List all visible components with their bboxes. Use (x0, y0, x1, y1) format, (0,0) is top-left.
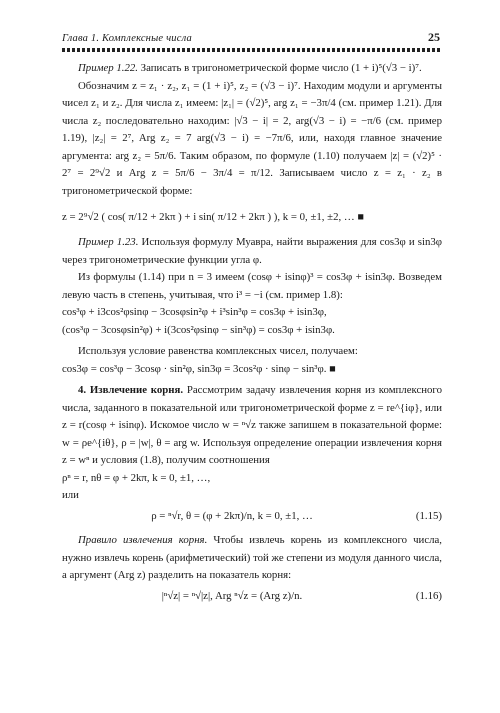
example-1-23-title: Пример 1.23. (78, 236, 139, 248)
section-4-or: или (62, 489, 79, 501)
page-body (62, 60, 442, 608)
equation-1-15 (62, 508, 442, 526)
example-1-23-conclusion: Используя условие равенства комплексных чисел, получаем: (78, 345, 358, 357)
example-1-22-solution: Обозначим z = z₁ · z₂, z₁ = (1 + i)⁵, z₂ = (√3 − i)⁷. Находим модули и аргументы чисел z₁ и z₂. Для числа z₁ имеем: |z₁| = (√2)⁵, arg z₁ = −3π/4 (см. пример 1.21). Для числа z₂ последовательно находим: |√3 − i| = 2, arg(√3 − i) = −π/6 (см. пример 1.19), |z₂| = 2⁷, Arg z₂ = 7 arg(√3 − i) = −7π/6, или, находя главное значение аргумента: arg z₂ = 5π/6. Таким образом, по формуле (1.10) получаем |z| = (√2)⁵ · 2⁷ = 2⁹√2 и Arg z = 5π/6 − 3π/4 = π/12. Записываем число z = z₁ · z₂ в тригонометрической форме: (62, 79, 442, 197)
page-number: 25 (428, 30, 440, 44)
example-1-22-statement: Записать в тригонометрической форме число (1 + i)⁵(√3 − i)⁷. (140, 62, 422, 74)
example-1-23-statement: Используя формулу Муавра, найти выражения для cos3φ и sin3φ через тригонометрические функции угла φ. (62, 236, 442, 266)
example-1-23-task (62, 234, 442, 269)
equation-1-15-number: (1.15) (415, 509, 442, 522)
example-1-23-formula-2: (cos³φ − 3cosφsin²φ) + i(3cos²φsinφ − sin³φ) = cos3φ + isin3φ. (62, 323, 335, 336)
example-1-22-task (62, 60, 442, 78)
header-rule (62, 48, 440, 52)
example-1-23-solution: Из формулы (1.14) при n = 3 имеем (cosφ + isinφ)³ = cos3φ + isin3φ. Возведем левую часть в степень, учитывая, что i³ = −i (см. пример 1.8): (62, 271, 442, 301)
equation-1-16-number: (1.16) (415, 589, 442, 602)
section-4-paragraph (62, 382, 442, 470)
example-1-23-formula-1: cos³φ + i3cos²φsinφ − 3cosφsin²φ + i³sin³φ = cos3φ + isin3φ, (62, 306, 327, 318)
example-1-22-title: Пример 1.22. (78, 62, 138, 74)
section-4-formula-1: ρⁿ = r, nθ = φ + 2kπ, k = 0, ±1, …, (62, 471, 211, 484)
example-1-23-formula-3: cos3φ = cos³φ − 3cosφ · sin²φ, sin3φ = 3cos²φ · sinφ − sin³φ. ■ (62, 362, 336, 375)
section-4-title: 4. Извлечение корня. (78, 384, 184, 396)
root-rule-paragraph (62, 532, 442, 585)
chapter-title: Глава 1. Комплексные числа (62, 33, 192, 44)
example-1-22-formula: z = 2⁹√2 ( cos( π/12 + 2kπ ) + i sin( π/12 + 2kπ ) ), k = 0, ±1, ±2, … ■ (62, 211, 364, 223)
root-rule-text: Чтобы извлечь корень из комплексного числа, нужно извлечь корень (арифметический) той же степени из модуля данного числа, а аргумент (Arg z) разделить на показатель корня: (62, 534, 443, 581)
root-rule-title: Правило извлечения корня. (78, 534, 208, 546)
running-header (62, 30, 440, 48)
equation-1-16-body: |ⁿ√z| = ⁿ√|z|, Arg ⁿ√z = (Arg z)/n. (161, 589, 303, 602)
section-4-text: Рассмотрим задачу извлечения корня из комплексного числа, заданного в показательной или тригонометрической форме z = re^{iφ}, или z = r(cosφ + isinφ). Искомое число w = ⁿ√z также запишем в показательной форме: w = ρe^{iθ}, ρ = |w|, θ = arg w. Используя определение операции извлечения корня z = wⁿ и условия (1.8), получим соотношения (62, 384, 442, 466)
equation-1-15-body: ρ = ⁿ√r, θ = (φ + 2kπ)/n, k = 0, ±1, … (151, 509, 313, 522)
equation-1-16 (62, 588, 442, 606)
